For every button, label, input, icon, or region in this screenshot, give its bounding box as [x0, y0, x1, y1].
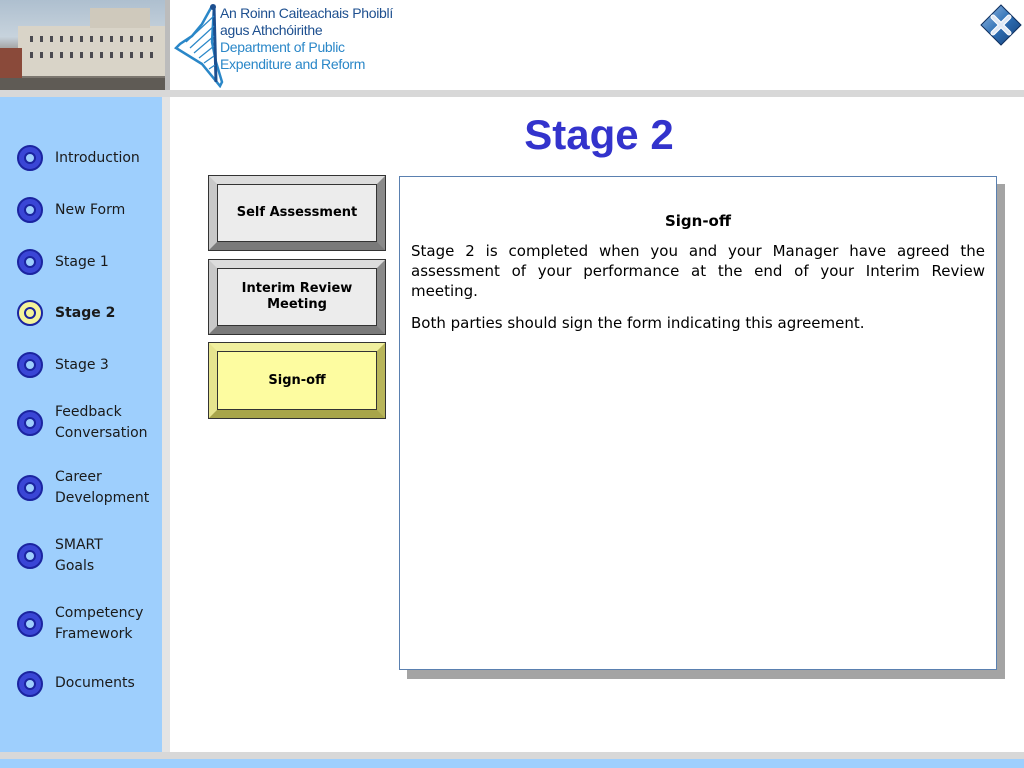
title-wrap [170, 110, 1024, 162]
sidebar-item-career-development[interactable] [0, 469, 162, 506]
sidebar-item-stage-3[interactable] [0, 352, 162, 378]
logo-text-english-1: Department of Public [220, 39, 345, 55]
close-icon[interactable] [980, 4, 1022, 46]
nav-bullet-icon [17, 249, 43, 275]
sidebar-item-label: Stage 2 [55, 305, 116, 321]
nav-bullet-icon [17, 475, 43, 501]
logo-text-irish-1: An Roinn Caiteachais Phoiblí [220, 5, 393, 21]
page-title: Stage 2 [524, 111, 674, 158]
building-photo [0, 0, 165, 92]
logo-text-irish-2: agus Athchóirithe [220, 22, 323, 38]
logo-text-english-2: Expenditure and Reform [220, 56, 366, 72]
header-divider [165, 0, 170, 92]
nav-bullet-icon [17, 543, 43, 569]
sidebar-item-label: New Form [55, 202, 126, 218]
step-label: Self Assessment [217, 184, 377, 242]
step-label: Interim Review Meeting [217, 268, 377, 326]
nav-bullet-icon [17, 611, 43, 637]
sidebar-item-competency-framework[interactable] [0, 605, 162, 642]
footer-rule [0, 752, 1024, 759]
footer-bar [0, 759, 1024, 768]
content-panel [399, 176, 997, 670]
sidebar-item-label: Competency Framework [55, 605, 144, 642]
nav-bullet-icon [17, 197, 43, 223]
nav-bullet-icon [17, 410, 43, 436]
sidebar-item-smart-goals[interactable] [0, 537, 162, 574]
header-rule [0, 90, 1024, 97]
sidebar-item-label: Documents [55, 675, 135, 691]
header [0, 0, 1024, 92]
step-label: Sign-off [217, 351, 377, 410]
step-interim-review-meeting-button[interactable] [208, 259, 386, 335]
content-heading: Sign-off [664, 212, 732, 230]
department-name [220, 5, 393, 73]
sidebar-item-feedback-conversation[interactable] [0, 404, 162, 441]
sidebar-item-label: Stage 3 [55, 357, 109, 373]
sidebar-item-documents[interactable] [0, 671, 162, 697]
sidebar-item-introduction[interactable] [0, 145, 162, 171]
sidebar-item-stage-2[interactable] [0, 300, 162, 326]
content-paragraph: Both parties should sign the form indicating this agreement. [411, 314, 865, 332]
step-self-assessment-button[interactable] [208, 175, 386, 251]
sidebar-item-label: SMART Goals [55, 537, 103, 574]
sidebar-edge [162, 97, 170, 753]
sidebar-item-new-form[interactable] [0, 197, 162, 223]
nav-bullet-icon [17, 671, 43, 697]
sidebar-item-stage-1[interactable] [0, 249, 162, 275]
nav-bullet-active-icon [17, 300, 43, 326]
sidebar-item-label: Feedback Conversation [55, 404, 148, 441]
step-sign-off-button[interactable] [208, 342, 386, 419]
sidebar-item-label: Introduction [55, 150, 140, 166]
nav-bullet-icon [17, 352, 43, 378]
nav-bullet-icon [17, 145, 43, 171]
sidebar-item-label: Stage 1 [55, 254, 109, 270]
sidebar-item-label: Career Development [55, 469, 150, 506]
content-paragraph: Stage 2 is completed when you and your Manager have agreed the assessment of your performance at the end of your Interim Review meeting. [411, 242, 985, 300]
